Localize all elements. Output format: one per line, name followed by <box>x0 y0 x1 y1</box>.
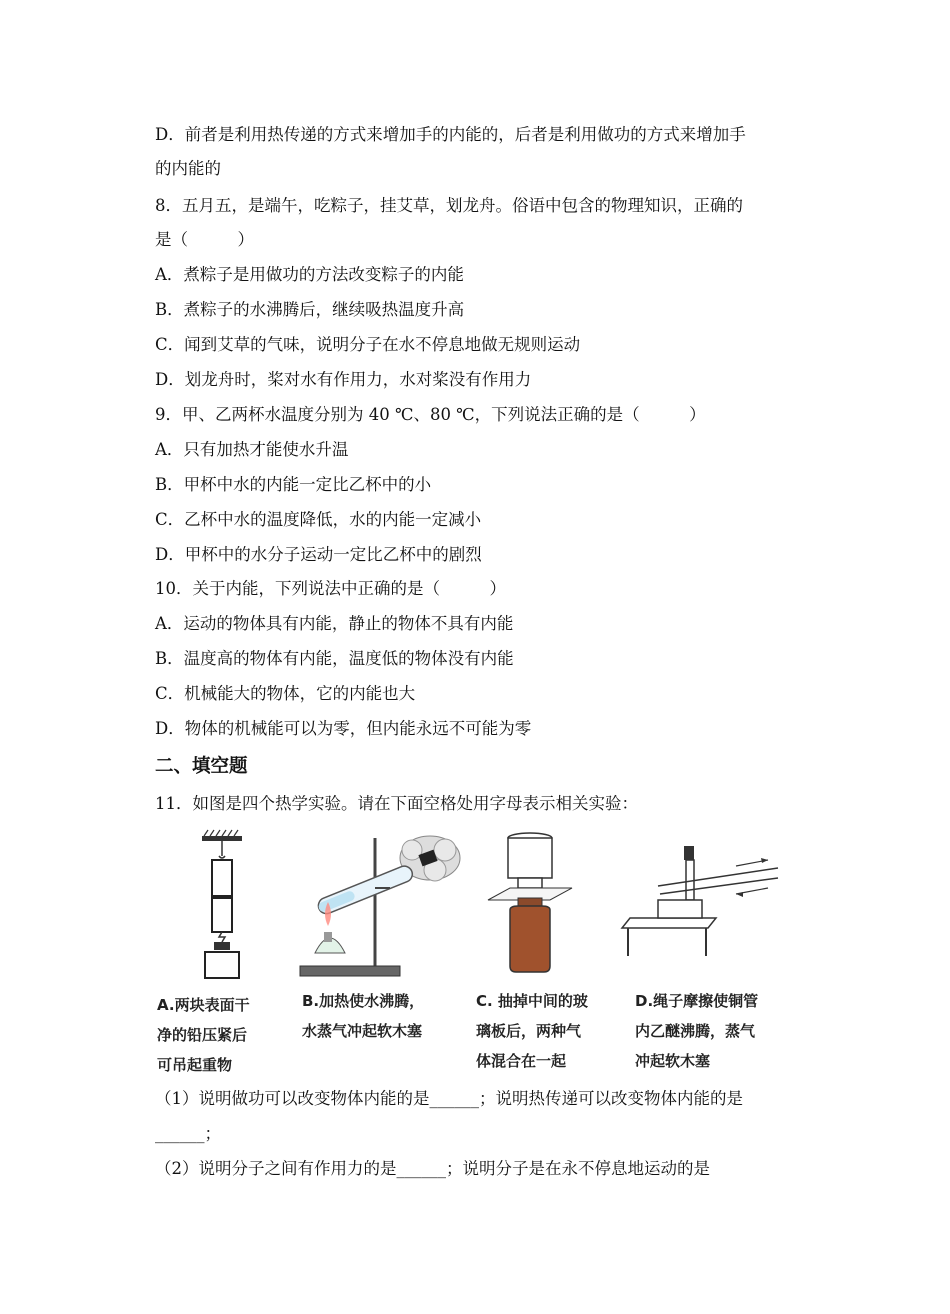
q10-stem: 10．关于内能，下列说法中正确的是（ ） <box>155 579 506 598</box>
q10-option-c: C．机械能大的物体，它的内能也大 <box>155 684 416 703</box>
q7-option-d-line1: D．前者是利用热传递的方式来增加手的内能的，后者是利用做功的方式来增加手 <box>155 125 746 144</box>
q7-option-d-line2: 的内能的 <box>155 159 221 178</box>
q9-option-b: B．甲杯中水的内能一定比乙杯中的小 <box>155 475 432 494</box>
figure-a-caption <box>157 990 250 1080</box>
figure-b-caption-line: 水蒸气冲起软木塞 <box>302 1022 423 1040</box>
figure-a-lead-blocks <box>190 828 270 983</box>
figure-a-caption-line: 可吊起重物 <box>157 1056 233 1074</box>
q8-stem-line2: 是（ ） <box>155 230 254 249</box>
q11-part1-line1: （1）说明做功可以改变物体内能的是______；说明热传递可以改变物体内能的是 <box>155 1089 743 1108</box>
q11-part2: （2）说明分子之间有作用力的是______；说明分子是在永不停息地运动的是 <box>155 1159 710 1178</box>
figure-d-caption-line: 内乙醚沸腾，蒸气 <box>635 1022 756 1040</box>
figure-d-caption-line: 冲起软木塞 <box>635 1052 711 1070</box>
q8-option-a: A．煮粽子是用做功的方法改变粽子的内能 <box>155 265 464 284</box>
figure-c-caption-line: 璃板后，两种气 <box>476 1022 582 1040</box>
q8-option-d: D．划龙舟时，桨对水有作用力，水对桨没有作用力 <box>155 370 532 389</box>
figure-c-caption <box>476 986 588 1076</box>
figure-c-gas-jars <box>480 828 580 978</box>
q10-option-d: D．物体的机械能可以为零，但内能永远不可能为零 <box>155 719 532 738</box>
q8-option-c: C．闻到艾草的气味，说明分子在水不停息地做无规则运动 <box>155 335 581 354</box>
q9-option-c: C．乙杯中水的温度降低，水的内能一定减小 <box>155 510 482 529</box>
figure-b-caption-line: B.加热使水沸腾， <box>302 992 425 1010</box>
q8-stem-line1: 8．五月五，是端午，吃粽子，挂艾草，划龙舟。俗语中包含的物理知识，正确的 <box>155 196 743 215</box>
figure-c-caption-line: 体混合在一起 <box>476 1052 567 1070</box>
q10-option-a: A．运动的物体具有内能，静止的物体不具有内能 <box>155 614 514 633</box>
q11-stem: 11．如图是四个热学实验。请在下面空格处用字母表示相关实验： <box>155 794 638 813</box>
figure-d-friction-tube <box>618 828 783 958</box>
figure-a-caption-line: A.两块表面干 <box>157 996 250 1014</box>
q9-stem: 9．甲、乙两杯水温度分别为 40 ℃、80 ℃，下列说法正确的是（ ） <box>155 405 706 424</box>
figure-c-caption-line: C. 抽掉中间的玻 <box>476 992 588 1010</box>
figure-b-test-tube-heating <box>290 828 470 983</box>
figure-b-caption <box>302 986 424 1046</box>
figure-d-caption <box>635 986 758 1076</box>
q11-part1-line2: ______； <box>155 1124 221 1143</box>
q9-option-a: A．只有加热才能使水升温 <box>155 440 349 459</box>
q8-option-b: B．煮粽子的水沸腾后，继续吸热温度升高 <box>155 300 465 319</box>
q9-option-d: D．甲杯中的水分子运动一定比乙杯中的剧烈 <box>155 545 482 564</box>
q10-option-b: B．温度高的物体有内能，温度低的物体没有内能 <box>155 649 514 668</box>
figure-d-caption-line: D.绳子摩擦使铜管 <box>635 992 759 1010</box>
section-heading-fill-blank: 二、填空题 <box>155 756 248 777</box>
figure-a-caption-line: 净的铅压紧后 <box>157 1026 248 1044</box>
